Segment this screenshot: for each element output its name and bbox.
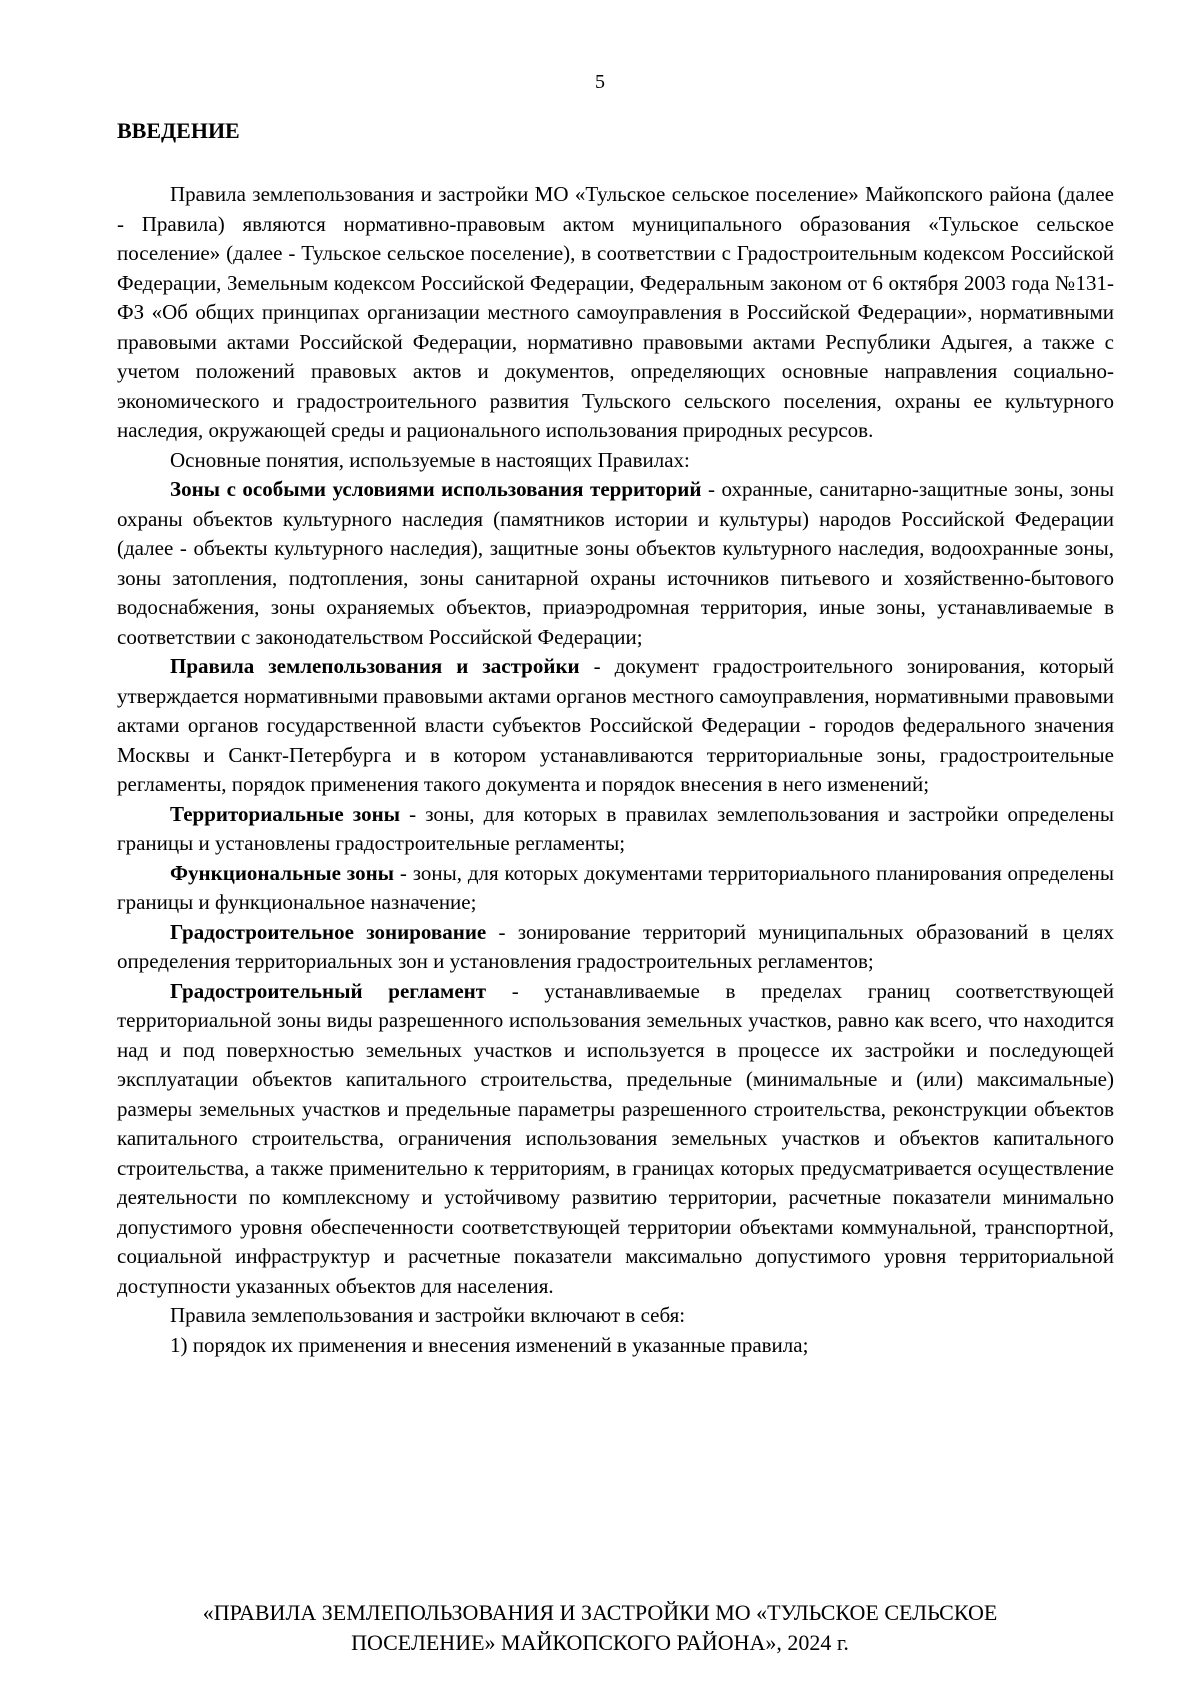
rules-include-paragraph: Правила землепользования и застройки включают в себя: bbox=[170, 1303, 686, 1327]
definition-text: - зоны, для которых в правилах землепользования и застройки определены границы и установлены градостроительные регламенты; bbox=[117, 801, 1114, 855]
page-footer bbox=[0, 1598, 1200, 1658]
intro-paragraph: Правила землепользования и застройки МО «Тульское сельское поселение» Майкопского района (далее - Правила) являются нормативно-правовым актом муниципального образования «Тульское сельское поселение» (далее - Тульское сельское поселение), в соответствии с Градостроительным кодексом Российской Федерации, Земельным кодексом Российской Федерации, Федеральным законом от 6 октября 2003 года №131-ФЗ «Об общих принципах организации местного самоуправления в Российской Федерации», нормативными правовыми актами Российской Федерации, нормативно правовыми актами Республики Адыгея, а также с учетом положений правовых актов и документов, определяющих основные направления социально-экономического и градостроительного развития Тульского сельского поселения, охраны ее культурного наследия, окружающей среды и рационального использования природных ресурсов. bbox=[117, 182, 1114, 442]
definition-term: Правила землепользования и застройки bbox=[170, 654, 580, 678]
definition-text: - документ градостроительного зонирования, который утверждается нормативными правовыми актами органов местного самоуправления, нормативными правовыми актами органов государственной власти субъектов Российской Федерации - городов федерального значения Москвы и Санкт-Петербурга и в котором устанавливаются территориальные зоны, градостроительные регламенты, порядок применения такого документа и порядок внесения в него изменений; bbox=[117, 654, 1114, 796]
footer-line: «ПРАВИЛА ЗЕМЛЕПОЛЬЗОВАНИЯ И ЗАСТРОЙКИ МО «ТУЛЬСКОЕ СЕЛЬСКОЕ bbox=[202, 1600, 998, 1625]
definition-term: Градостроительное зонирование bbox=[170, 919, 487, 944]
definition-term: Территориальные зоны bbox=[170, 801, 401, 826]
footer-line: ПОСЕЛЕНИЕ» МАЙКОПСКОГО РАЙОНА», 2024 г. bbox=[351, 1630, 849, 1655]
concepts-intro-paragraph: Основные понятия, используемые в настоящих Правилах: bbox=[170, 447, 690, 472]
definition-paragraph bbox=[117, 800, 1114, 859]
document-body bbox=[117, 180, 1114, 1360]
definition-paragraph bbox=[117, 918, 1114, 977]
page-number: 5 bbox=[595, 71, 605, 93]
list-item: 1) порядок их применения и внесения изменений в указанные правила; bbox=[170, 1332, 809, 1357]
definition-paragraph bbox=[117, 652, 1114, 800]
definition-text: - устанавливаемые в пределах границ соответствующей территориальной зоны виды разрешенного использования земельных участков, равно как всего, что находится над и под поверхностью земельных участков и используется в процессе их застройки и последующей эксплуатации объектов капитального строительства, предельные (минимальные и (или) максимальные) размеры земельных участков и предельные параметры разрешенного строительства, реконструкции объектов капитального строительства, ограничения использования земельных участков и объектов капитального строительства, а также применительно к территориям, в границах которых предусматривается осуществление деятельности по комплексному и устойчивому развитию территории, расчетные показатели минимально допустимого уровня обеспеченности соответствующей территории объектами коммунальной, транспортной, социальной инфраструктур и расчетные показатели максимально допустимого уровня территориальной доступности указанных объектов для населения. bbox=[117, 978, 1114, 1298]
definition-term: Функциональные зоны bbox=[170, 860, 395, 885]
definition-paragraph bbox=[117, 475, 1114, 652]
definition-paragraph bbox=[117, 859, 1114, 918]
definition-term: Зоны с особыми условиями использования территорий bbox=[170, 477, 702, 501]
definition-paragraph bbox=[117, 977, 1114, 1302]
definition-text: - зоны, для которых документами территориального планирования определены границы и функциональное назначение; bbox=[117, 860, 1114, 914]
definition-text: - охранные, санитарно-защитные зоны, зоны охраны объектов культурного наследия (памятников истории и культуры) народов Российской Федерации (далее - объекты культурного наследия), защитные зоны объектов культурного наследия, водоохранные зоны, зоны затопления, подтопления, зоны санитарной охраны источников питьевого и хозяйственно-бытового водоснабжения, зоны охраняемых объектов, приаэродромная территория, иные зоны, устанавливаемые в соответствии с законодательством Российской Федерации; bbox=[117, 477, 1115, 649]
definition-text: - зонирование территорий муниципальных образований в целях определения территориальных зон и установления градостроительных регламентов; bbox=[117, 919, 1114, 973]
definition-term: Градостроительный регламент bbox=[170, 978, 487, 1003]
section-heading: ВВЕДЕНИЕ bbox=[117, 118, 240, 143]
